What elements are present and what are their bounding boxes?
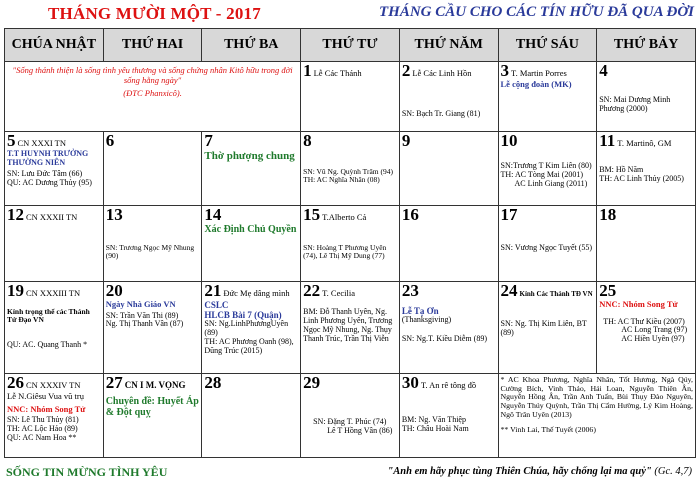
event-note: T.T HUYNH TRƯỞNG THƯỜNG NIÊN xyxy=(7,149,89,167)
event-subnote: (Thanksgiving) xyxy=(401,315,452,325)
day-cell-17[interactable] xyxy=(498,206,597,282)
anniversary-note-2: AC Linh Giang (2011) xyxy=(514,178,588,188)
day-number: 5 xyxy=(7,131,16,150)
day-number: 19 xyxy=(7,281,24,300)
feast-label: T.Alberto Cả xyxy=(322,212,367,222)
birthday-note: SN:Trương T Kim Liên (80) xyxy=(500,161,592,170)
event-note: Kính trọng thể các Thánh Tử Đạo VN xyxy=(7,307,90,325)
day-number: 10 xyxy=(500,131,518,150)
event-note: NNC: Nhóm Song Tử xyxy=(599,299,678,309)
day-cell-25[interactable] xyxy=(597,282,696,374)
day-number: 26 xyxy=(7,373,24,392)
event-note: CSLC xyxy=(204,300,229,310)
footer-quote xyxy=(387,466,692,477)
day-number: 21 xyxy=(204,281,222,300)
birthday-note: SN: Mai Dương Minh Phương (2000) xyxy=(599,95,671,113)
day-number: 17 xyxy=(500,205,518,224)
event-note: Xác Định Chủ Quyền xyxy=(204,224,297,235)
memorial-note: QU: AC Nam Hoa ** xyxy=(7,432,77,442)
weekday-header-row xyxy=(5,29,696,62)
day-cell-15[interactable] xyxy=(301,206,400,282)
week-row-2 xyxy=(5,132,696,206)
event-note: NNC: Nhóm Song Tử xyxy=(7,403,86,414)
quote-text: "Sống thánh thiện là sống tình yêu thương và sống chứng nhân Kitô hữu trong đời sống hằng ngày" xyxy=(12,65,293,85)
quote-source: (ĐTC Phanxicô). xyxy=(123,88,182,99)
feast-label: Kính Các Thánh TĐ VN xyxy=(519,290,593,298)
birthday-note: SN: Trương Ngọc Mỹ Nhung (90) xyxy=(105,243,195,261)
day-number: 9 xyxy=(401,131,411,150)
page-title: THÁNG MƯỜI MỘT - 2017 xyxy=(48,4,261,23)
day-number: 25 xyxy=(599,281,617,300)
memorial-list-2: ** Vinh Lai, Thế Tuyết (2006) xyxy=(500,424,596,434)
day-number: 8 xyxy=(303,131,312,150)
anniversary-note: TH: Châu Hoài Nam xyxy=(401,423,469,433)
day-number: 11 xyxy=(599,131,616,150)
birthday-note: SN: Vương Ngọc Tuyết (55) xyxy=(500,243,593,252)
day-number: 30 xyxy=(401,373,419,392)
weekday-saturday: THỨ BẢY xyxy=(597,29,696,62)
anniversary-note: TH: AC Nghĩa Nhân (08) xyxy=(303,175,380,185)
day-cell-24[interactable] xyxy=(498,282,597,374)
calendar-table xyxy=(4,28,696,458)
event-note: Lễ cộng đoàn (MK) xyxy=(500,79,572,89)
blessing-note: BM: Hồ Năm xyxy=(599,165,644,174)
day-cell-10[interactable] xyxy=(498,132,597,206)
birthday-note: SN: Ng.T. Kiều Diễm (89) xyxy=(401,334,487,344)
blessing-note: BM: Đỗ Thanh Uyên, Ng. Linh Phương Uyên, Trương Ngọc Mỹ Nhung, Ng. Thụy Thanh Trúc, Trần Thị Viễn xyxy=(303,307,393,343)
day-cell-23[interactable] xyxy=(399,282,498,374)
page-subtitle: THÁNG CẦU CHO CÁC TÍN HỮU ĐÃ QUA ĐỜI xyxy=(379,4,694,20)
birthday-note: SN: Ng. Thị Kim Liên, BT (89) xyxy=(500,319,587,337)
anniversary-note-2: AC Long Trang (97) xyxy=(621,325,688,335)
quote-cell xyxy=(5,62,301,132)
weekday-tuesday: THỨ BA xyxy=(202,29,301,62)
event-note: Thờ phượng chung xyxy=(204,150,295,162)
feast-label: T. Martinô, GM xyxy=(617,138,672,148)
day-number: 28 xyxy=(204,373,222,392)
footer-quote-text: "Anh em hãy phục tùng Thiên Chúa, hãy chống lại ma quỷ" xyxy=(387,466,652,477)
birthday-note-2: Lê T Hồng Vân (86) xyxy=(327,425,393,435)
day-number: 6 xyxy=(105,131,115,150)
anniversary-note: TH: AC Phương Oanh (98), Dũng Trúc (2015) xyxy=(204,337,294,356)
feast-label: CN XXXI TN xyxy=(17,138,66,148)
feast-label: CN XXXIV TN xyxy=(26,380,81,390)
day-cell-12[interactable] xyxy=(5,206,104,282)
day-cell-5[interactable] xyxy=(5,132,104,206)
day-cell-3[interactable] xyxy=(498,62,597,132)
day-number: 3 xyxy=(500,61,510,80)
day-number: 16 xyxy=(401,205,419,224)
day-cell-18[interactable] xyxy=(597,206,696,282)
memorial-note: QU: AC Dương Thủy (95) xyxy=(7,177,92,187)
day-cell-13[interactable] xyxy=(103,206,202,282)
anniversary-note: TH: AC Lộc Hảo (89) xyxy=(7,423,78,433)
day-cell-16[interactable] xyxy=(399,206,498,282)
birthday-note: SN: Trần Văn Thi (89) xyxy=(105,310,179,320)
day-number: 1 xyxy=(303,61,312,80)
feast-label: CN I M. VỌNG xyxy=(124,380,186,390)
day-number: 2 xyxy=(401,61,411,80)
event-note-2: HLCB Bài 7 (Quận) xyxy=(204,310,282,321)
anniversary-note-3: AC Hiền Uyên (97) xyxy=(621,334,685,344)
birthday-note: SN: Đặng T. Phúc (74) xyxy=(313,417,387,426)
day-cell-1[interactable] xyxy=(301,62,400,132)
day-cell-11[interactable] xyxy=(597,132,696,206)
day-number: 7 xyxy=(204,131,213,150)
birthday-note: SN: Ng.LinhPhươngUyên (89) xyxy=(204,319,289,338)
feast-label: Đức Mẹ dâng mình xyxy=(223,288,290,298)
day-cell-27[interactable] xyxy=(103,374,202,458)
feast-label: Lễ Các Linh Hồn xyxy=(412,68,472,78)
feast-label: T. An rê tông đồ xyxy=(420,380,477,390)
event-note: Ngày Nhà Giáo VN xyxy=(105,299,176,309)
day-cell-20[interactable] xyxy=(103,282,202,374)
feast-label: T. Martin Porres xyxy=(511,68,567,78)
day-cell-28[interactable] xyxy=(202,374,301,458)
feast-label: Lễ Các Thánh xyxy=(313,68,362,78)
day-cell-14[interactable] xyxy=(202,206,301,282)
day-number: 24 xyxy=(500,281,518,300)
week-row-4 xyxy=(5,282,696,374)
day-number: 4 xyxy=(599,61,608,80)
day-number: 15 xyxy=(303,205,321,224)
day-number: 27 xyxy=(105,373,123,392)
feast-label: CN XXXIII TN xyxy=(26,288,81,298)
birthday-note: SN: Vũ Ng. Quỳnh Trâm (94) xyxy=(303,167,393,176)
blessing-note: BM: Ng. Văn Thiệp xyxy=(401,415,466,424)
birthday-note: SN: Lê Thu Thủy (81) xyxy=(7,415,79,425)
day-cell-19[interactable] xyxy=(5,282,104,374)
footer-quote-ref: (Gc. 4,7) xyxy=(654,466,692,477)
day-cell-8[interactable] xyxy=(301,132,400,206)
day-cell-26[interactable] xyxy=(5,374,104,458)
weekday-monday: THỨ HAI xyxy=(103,29,202,62)
day-cell-30[interactable] xyxy=(399,374,498,458)
weekday-friday: THỨ SÁU xyxy=(498,29,597,62)
day-number: 22 xyxy=(303,281,321,300)
weekday-thursday: THỨ NĂM xyxy=(399,29,498,62)
day-number: 12 xyxy=(7,205,24,224)
day-cell-21[interactable] xyxy=(202,282,301,374)
weekday-sunday: CHÚA NHẬT xyxy=(5,29,104,62)
feast-label: CN XXXII TN xyxy=(26,212,78,222)
birthday-note: SN: Lưu Đức Tâm (66) xyxy=(7,168,83,178)
week-row-3 xyxy=(5,206,696,282)
day-cell-9[interactable] xyxy=(399,132,498,206)
day-cell-6[interactable] xyxy=(103,132,202,206)
birthday-note-2: Ng. Thị Thanh Vân (87) xyxy=(105,319,184,329)
day-cell-22[interactable] xyxy=(301,282,400,374)
anniversary-note: TH: AC Linh Thủy (2005) xyxy=(599,173,684,183)
event-note: Chuyên đề: Huyết Áp & Đột quỵ xyxy=(105,396,199,419)
day-number: 14 xyxy=(204,205,222,224)
event-note: Lễ Tạ Ơn xyxy=(401,306,439,316)
anniversary-note: TH: AC Tòng Mai (2001) xyxy=(500,169,584,179)
day-number: 20 xyxy=(105,281,123,300)
memorial-list-cell xyxy=(498,374,695,458)
day-cell-29[interactable] xyxy=(301,374,400,458)
day-number: 13 xyxy=(105,205,123,224)
weekday-wednesday: THỨ TƯ xyxy=(301,29,400,62)
day-number: 18 xyxy=(599,205,617,224)
feast-label: T. Cecilia xyxy=(322,288,355,298)
footer-motto: SỐNG TIN MỪNG TÌNH YÊU xyxy=(6,465,168,479)
memorial-note: QU: AC. Quang Thanh * xyxy=(7,339,88,349)
day-number: 29 xyxy=(303,373,321,392)
day-cell-4[interactable] xyxy=(597,62,696,132)
week-row-5 xyxy=(5,374,696,458)
day-cell-2[interactable] xyxy=(399,62,498,132)
day-number: 23 xyxy=(401,281,419,300)
memorial-list: * AC Khoa Phương, Nghĩa Nhân, Tốt Hương, Ngà Qúy, Cường Bích, Vinh Thảo, Hải Loan, Nguyễn Thiên Ân, Nguyễn Hồng Ân, Trần Anh Tuấn, Bùi Thụy Đào Nguyên, Nguyễn Thúy Quỳnh, Trần Thị Cẩm Hường, Lý Kim Hoàng, Ngô Trân Uyên (2013) xyxy=(500,375,693,419)
week-row-1 xyxy=(5,62,696,132)
birthday-note: SN: Hoàng T Phương Uyên (74), Lê Thị Mỹ Dung (77) xyxy=(303,243,387,261)
day-cell-7[interactable] xyxy=(202,132,301,206)
anniversary-note: TH: AC Thư Kiều (2007) xyxy=(603,316,685,326)
birthday-note: SN: Bạch Tr. Giang (81) xyxy=(401,109,481,118)
feast-subnote: Lễ N.Giêsu Vua vũ trụ xyxy=(7,391,84,401)
